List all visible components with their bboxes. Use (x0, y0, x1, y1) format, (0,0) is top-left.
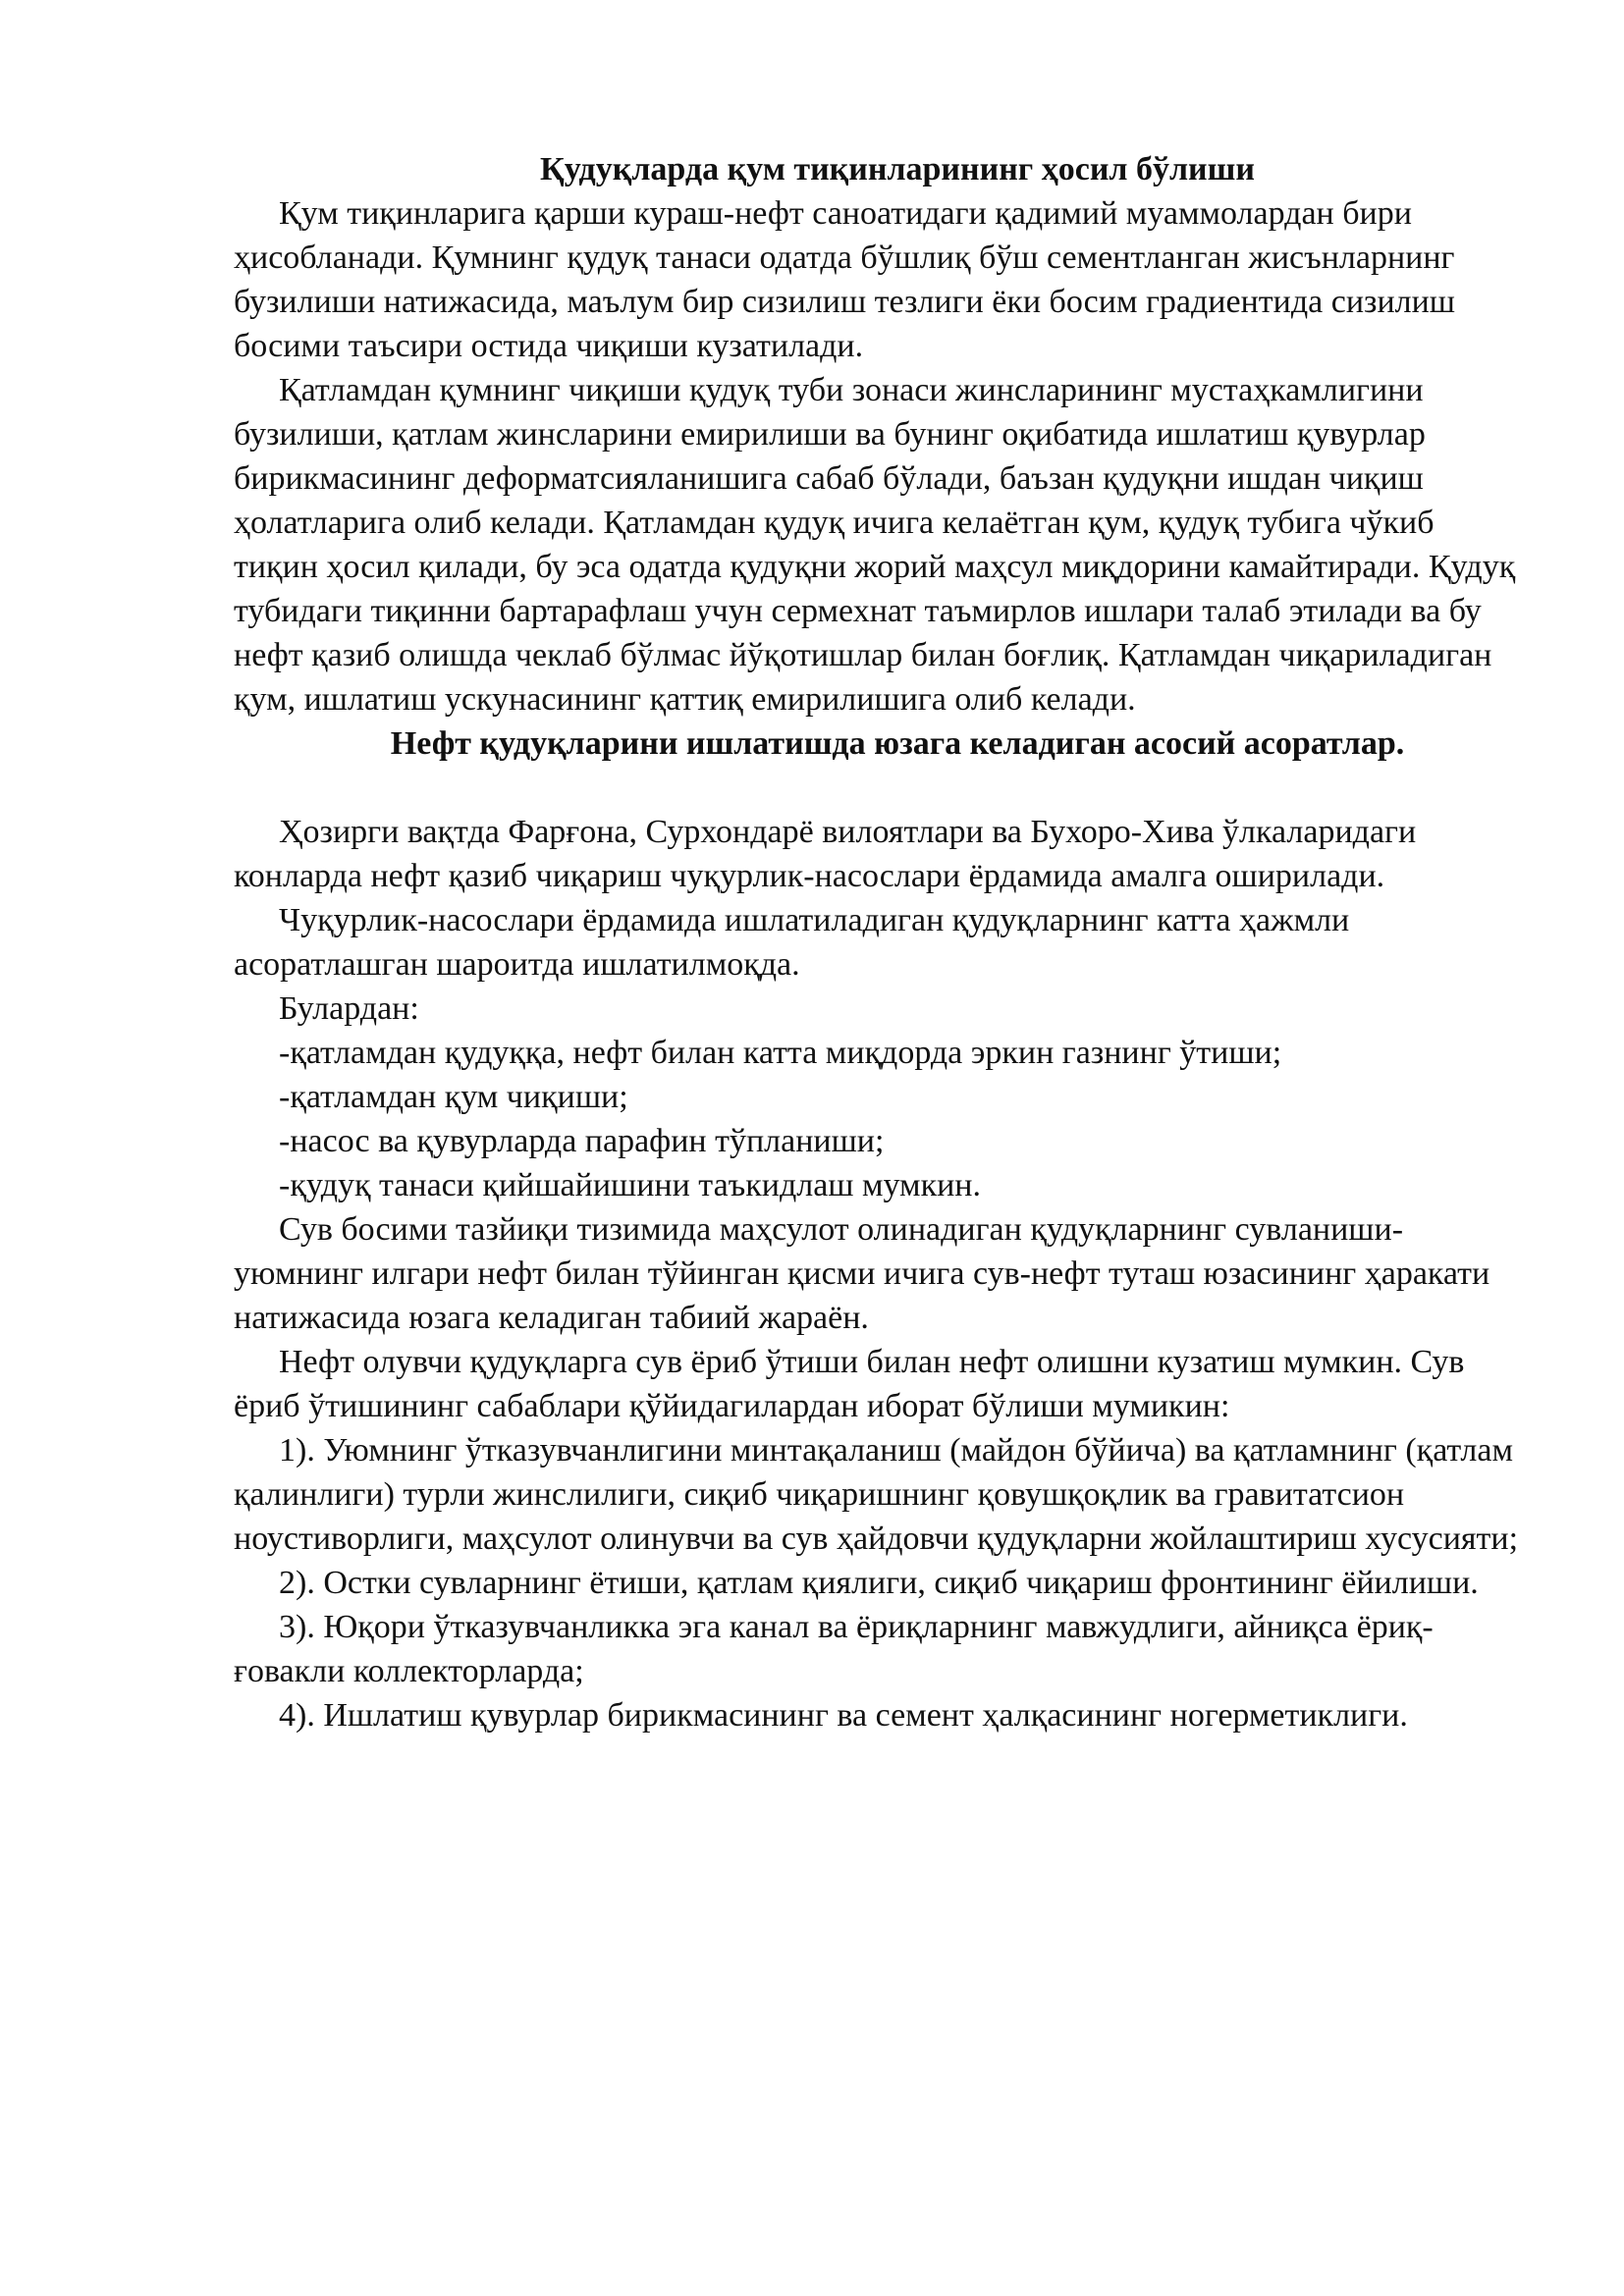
list-item: -насос ва қувурларда парафин тўпланиши; (279, 1123, 885, 1159)
section-title-sand-plugs: Қудуқларда қум тиқинларининг ҳосил бўлиши (540, 151, 1255, 187)
list-item: -қудуқ танаси қийшайишини таъкидлаш мумкин. (279, 1167, 981, 1203)
paragraph: Нефт олувчи қудуқларга сув ёриб ўтиши билан нефт олишни кузатиш мумкин. Сув ёриб ўтишининг сабаблари қўйидагилардан иборат бўлиши мумикин: (234, 1344, 1465, 1424)
numbered-item: 1). Уюмнинг ўтказувчанлигини минтақаланиш (майдон бўйича) ва қатламнинг (қатлам қалинлиги) турли жинслилиги, сиқиб чиқаришнинг қовушқоқлик ва гравитатсион ноустиворлиги, маҳсулот олинувчи ва сув ҳайдовчи қудуқларни жойлаштириш хусусияти; (234, 1432, 1519, 1557)
paragraph: Ҳозирги вақтда Фарғона, Сурхондарё вилоятлари ва Бухоро-Хива ўлкаларидаги конларда нефт қазиб чиқариш чуқурлик-насослари ёрдамида амалга оширилади. (234, 814, 1417, 894)
paragraph: Чуқурлик-насослари ёрдамида ишлатиладиган қудуқларнинг катта ҳажмли асоратлашган шароитда ишлатилмоқда. (234, 902, 1350, 983)
paragraph: Қум тиқинларига қарши кураш-нефт саноатидаги қадимий муаммолардан бири ҳисобланади. Қумнинг қудуқ танаси одатда бўшлиқ бўш сементланган жисънларнинг бузилиши натижасида, маълум бир сизилиш тезлиги ёки босим градиентида сизилиш босими таъсири остида чиқиши кузатилади. (234, 195, 1455, 364)
paragraph: Сув босими тазйиқи тизимида маҳсулот олинадиган қудуқларнинг сувланиши-уюмнинг илгари нефт билан тўйинган қисми ичига сув-нефт туташ юзасининг ҳаракати натижасида юзага келадиган табиий жараён. (234, 1211, 1490, 1336)
paragraph: Булардан: (279, 990, 419, 1027)
numbered-item: 4). Ишлатиш қувурлар бирикмасининг ва семент ҳалқасининг ногерметиклиги. (279, 1697, 1408, 1734)
list-item: -қатламдан қудуққа, нефт билан катта миқдорда эркин газнинг ўтиши; (279, 1035, 1282, 1071)
list-item: -қатламдан қум чиқиши; (279, 1079, 628, 1115)
numbered-item: 3). Юқори ўтказувчанликка эга канал ва ёриқларнинг мавжудлиги, айниқса ёриқ-ғовакли коллекторларда; (234, 1609, 1434, 1689)
document-page (234, 147, 1522, 1737)
paragraph: Қатламдан қумнинг чиқиши қудуқ туби зонаси жинсларининг мустаҳкамлигини бузилиши, қатлам жинсларини емирилиши ва бунинг оқибатида ишлатиш қувурлар бирикмасининг деформатсияланишига сабаб бўлади, баъзан қудуқни ишдан чиқиш ҳолатларига олиб келади. Қатламдан қудуқ ичига келаётган қум, қудуқ тубига чўкиб тиқин ҳосил қилади, бу эса одатда қудуқни жорий маҳсул миқдорини камайтиради. Қудуқ тубидаги тиқинни бартарафлаш учун сермехнат таъмирлов ишлари талаб этилади ва бу нефт қазиб олишда чеклаб бўлмас йўқотишлар билан боғлиқ. Қатламдан чиқариладиган қум, ишлатиш ускунасининг қаттиқ емирилишига олиб келади. (234, 372, 1516, 718)
section-title-complications: Нефт қудуқларини ишлатишда юзага келадиган асосий асоратлар. (390, 725, 1405, 762)
numbered-item: 2). Остки сувларнинг ётиши, қатлам қиялиги, сиқиб чиқариш фронтининг ёйилиши. (279, 1565, 1479, 1601)
